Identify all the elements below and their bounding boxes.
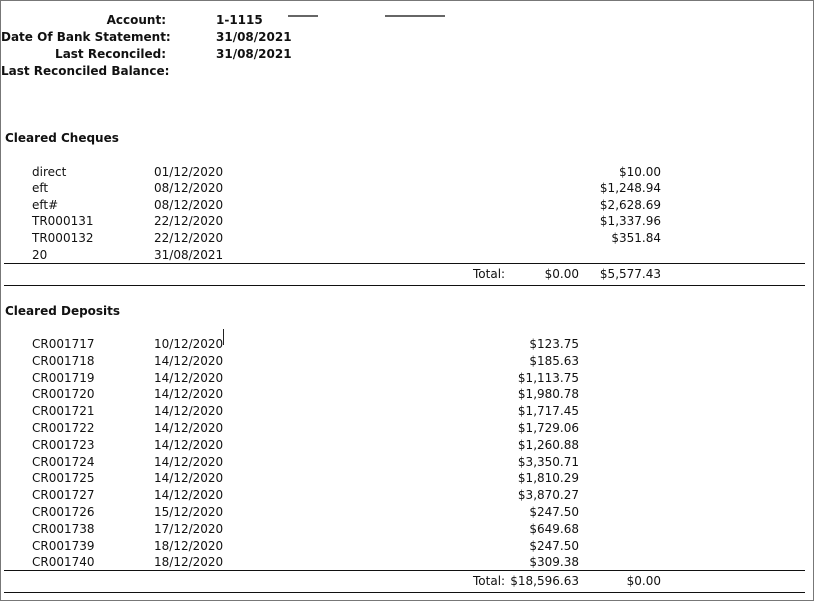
cheques-total-withdrawals: $5,577.43 bbox=[599, 267, 661, 281]
last-reconciled-label: Last Reconciled: bbox=[55, 47, 166, 61]
deposit-date: 10/12/2020 bbox=[154, 337, 224, 351]
deposit-amount: $309.38 bbox=[529, 555, 579, 569]
deposit-date: 14/12/2020 bbox=[154, 438, 224, 452]
cheque-date: 08/12/2020 bbox=[154, 181, 224, 195]
deposits-section-title: Cleared Deposits bbox=[5, 304, 121, 318]
deposit-amount: $1,810.29 bbox=[517, 471, 579, 485]
cheques-section-title: Cleared Cheques bbox=[5, 131, 119, 145]
cheques-total-deposits: $0.00 bbox=[544, 267, 579, 281]
cheque-date: 22/12/2020 bbox=[154, 214, 224, 228]
deposit-amount: $1,980.78 bbox=[517, 387, 579, 401]
deposits-total-withdrawals: $0.00 bbox=[626, 574, 661, 588]
deposit-date: 14/12/2020 bbox=[154, 421, 224, 435]
deposit-ref: CR001724 bbox=[32, 455, 95, 469]
deposit-ref: CR001739 bbox=[32, 539, 95, 553]
deposit-date: 14/12/2020 bbox=[154, 404, 224, 418]
deposit-date: 18/12/2020 bbox=[154, 539, 224, 553]
deposit-amount: $247.50 bbox=[529, 539, 579, 553]
deposit-ref: CR001719 bbox=[32, 371, 95, 385]
cheque-amount: $1,337.96 bbox=[599, 214, 661, 228]
deposit-ref: CR001727 bbox=[32, 488, 95, 502]
deposit-ref: CR001723 bbox=[32, 438, 95, 452]
deposit-amount: $3,870.27 bbox=[517, 488, 579, 502]
deposit-ref: CR001720 bbox=[32, 387, 95, 401]
deposit-date: 15/12/2020 bbox=[154, 505, 224, 519]
cheque-ref: eft# bbox=[32, 198, 59, 212]
divider bbox=[4, 263, 805, 264]
last-balance-label: Last Reconciled Balance: bbox=[1, 64, 170, 78]
divider bbox=[4, 570, 805, 571]
deposit-ref: CR001725 bbox=[32, 471, 95, 485]
cheque-ref: TR000131 bbox=[32, 214, 94, 228]
cheque-amount: $10.00 bbox=[619, 165, 661, 179]
last-reconciled-value: 31/08/2021 bbox=[216, 47, 292, 61]
deposit-date: 18/12/2020 bbox=[154, 555, 224, 569]
divider bbox=[4, 592, 805, 593]
text-cursor bbox=[223, 329, 224, 345]
cheque-date: 08/12/2020 bbox=[154, 198, 224, 212]
cheque-amount: $351.84 bbox=[611, 231, 661, 245]
account-value: 1-1115 bbox=[216, 13, 263, 27]
deposit-date: 14/12/2020 bbox=[154, 455, 224, 469]
account-label: Account: bbox=[106, 13, 166, 27]
deposit-amount: $1,113.75 bbox=[517, 371, 579, 385]
cheque-ref: eft bbox=[32, 181, 49, 195]
divider bbox=[4, 285, 805, 286]
deposits-total-label: Total: bbox=[473, 574, 506, 588]
cheque-ref: TR000132 bbox=[32, 231, 94, 245]
deposit-amount: $649.68 bbox=[529, 522, 579, 536]
deposit-amount: $1,260.88 bbox=[517, 438, 579, 452]
deposit-amount: $185.63 bbox=[529, 354, 579, 368]
deposit-ref: CR001738 bbox=[32, 522, 95, 536]
cheque-amount: $2,628.69 bbox=[599, 198, 661, 212]
cheque-amount: $1,248.94 bbox=[599, 181, 661, 195]
deposit-date: 14/12/2020 bbox=[154, 371, 224, 385]
deposit-amount: $247.50 bbox=[529, 505, 579, 519]
deposit-date: 17/12/2020 bbox=[154, 522, 224, 536]
deposit-amount: $1,717.45 bbox=[517, 404, 579, 418]
cheque-date: 22/12/2020 bbox=[154, 231, 224, 245]
deposit-date: 14/12/2020 bbox=[154, 488, 224, 502]
statement-date-value: 31/08/2021 bbox=[216, 30, 292, 44]
cheque-date: 01/12/2020 bbox=[154, 165, 224, 179]
redaction-mark bbox=[385, 15, 445, 17]
cheque-ref: direct bbox=[32, 165, 67, 179]
deposit-ref: CR001717 bbox=[32, 337, 95, 351]
deposit-date: 14/12/2020 bbox=[154, 387, 224, 401]
deposit-date: 14/12/2020 bbox=[154, 471, 224, 485]
statement-date-label: Date Of Bank Statement: bbox=[1, 30, 171, 44]
deposit-date: 14/12/2020 bbox=[154, 354, 224, 368]
deposit-ref: CR001722 bbox=[32, 421, 95, 435]
deposit-ref: CR001740 bbox=[32, 555, 95, 569]
cheques-total-label: Total: bbox=[473, 267, 506, 281]
deposits-total-deposits: $18,596.63 bbox=[510, 574, 579, 588]
cheque-date: 31/08/2021 bbox=[154, 248, 224, 262]
cheque-ref: 20 bbox=[32, 248, 48, 262]
deposit-amount: $1,729.06 bbox=[517, 421, 579, 435]
deposit-ref: CR001726 bbox=[32, 505, 95, 519]
deposit-ref: CR001721 bbox=[32, 404, 95, 418]
deposit-ref: CR001718 bbox=[32, 354, 95, 368]
deposit-amount: $3,350.71 bbox=[517, 455, 579, 469]
deposit-amount: $123.75 bbox=[529, 337, 579, 351]
redaction-mark bbox=[288, 15, 318, 17]
